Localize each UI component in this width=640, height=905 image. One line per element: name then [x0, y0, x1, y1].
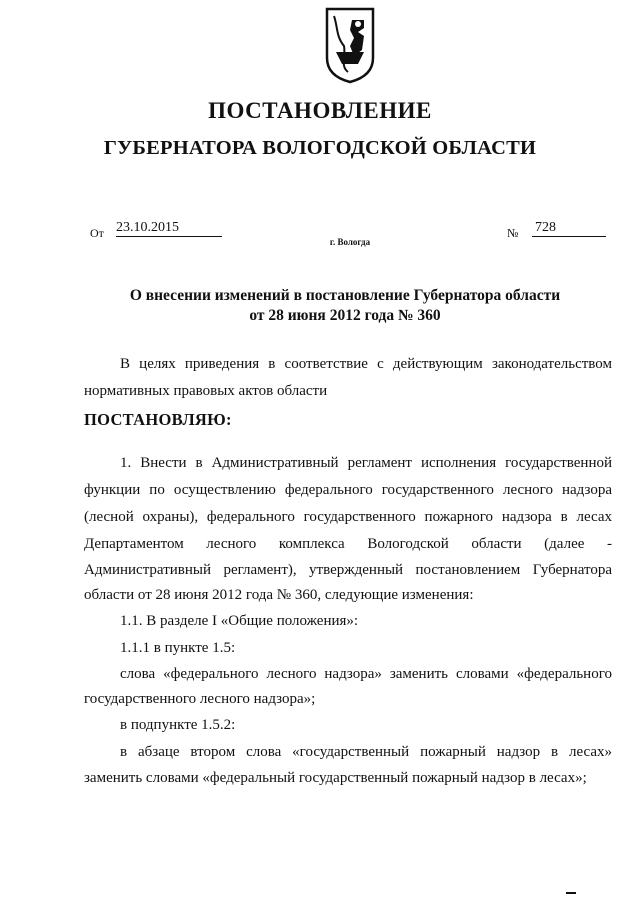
document-date: 23.10.2015: [116, 220, 222, 237]
paragraph-line: государственного лесного надзора»;: [84, 691, 316, 707]
document-number: 728: [532, 220, 606, 237]
subject-line: О внесении изменений в постановление Губернатора области: [129, 287, 561, 304]
preamble-line: нормативных правовых актов области: [84, 383, 328, 399]
date-prefix: От: [90, 226, 104, 240]
paragraph-line: Административный регламент), утвержденный постановлением Губернатора: [84, 562, 612, 578]
paragraph-line: в абзаце втором слова «государственный пожарный надзор в лесах»: [120, 744, 612, 760]
page-title: ПОСТАНОВЛЕНИЕ: [208, 98, 432, 123]
decree-heading: ПОСТАНОВЛЯЮ:: [84, 410, 232, 429]
section-item: 1.1.1 в пункте 1.5:: [120, 640, 236, 656]
paragraph-line: функции по осуществлению федерального государственного лесного надзора: [84, 482, 612, 498]
city-label: г. Вологда: [329, 237, 371, 247]
coat-of-arms-icon: [324, 6, 376, 84]
section-item: 1.1. В разделе I «Общие положения»:: [120, 613, 359, 629]
paragraph-line: 1. Внести в Административный регламент исполнения государственной: [120, 455, 612, 471]
page-subtitle: ГУБЕРНАТОРА ВОЛОГОДСКОЙ ОБЛАСТИ: [103, 137, 537, 159]
paragraph-line: области от 28 июня 2012 года № 360, следующие изменения:: [84, 587, 474, 603]
document-subject: [0, 286, 640, 326]
page-mark: [566, 892, 576, 894]
paragraph-line: заменить словами «федеральный государственный пожарный надзор в лесах»;: [84, 770, 587, 786]
paragraph-line: слова «федерального лесного надзора» заменить словами «федерального: [120, 666, 612, 682]
section-item: в подпункте 1.5.2:: [120, 717, 236, 733]
number-prefix: №: [507, 226, 519, 240]
paragraph-line: Департаментом лесного комплекса Вологодской области (далее -: [84, 536, 612, 552]
subject-line: от 28 июня 2012 года № 360: [249, 307, 441, 324]
paragraph-line: (лесной охраны), федерального государственного пожарного надзора в лесах: [84, 509, 612, 525]
preamble-line: В целях приведения в соответствие с действующим законодательством: [120, 356, 612, 372]
